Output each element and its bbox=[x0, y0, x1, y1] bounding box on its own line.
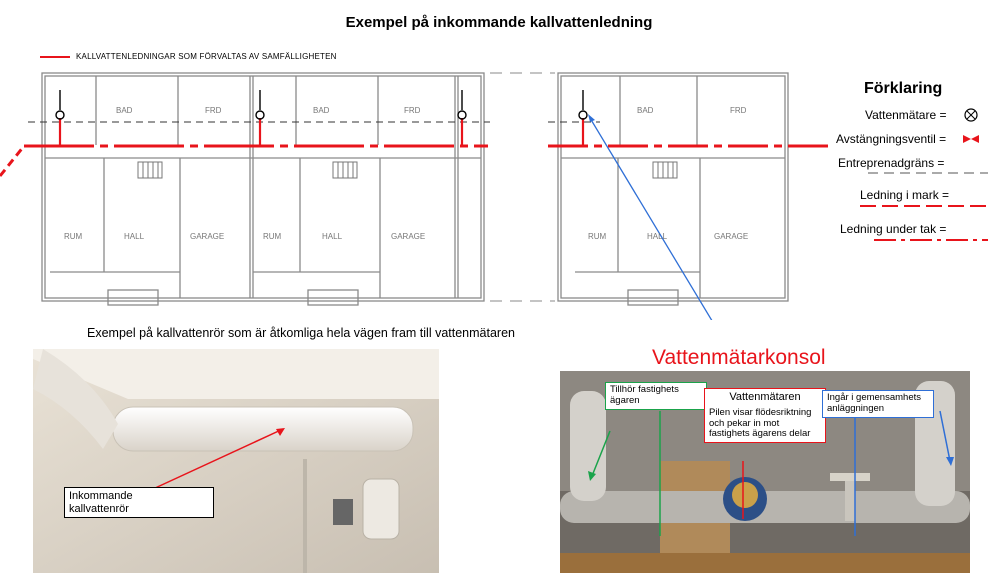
legend-symbols bbox=[860, 100, 990, 260]
stairs bbox=[138, 162, 677, 178]
photo-subtitle: Exempel på kallvattenrör som är åtkomliga hela vägen fram till vattenmätaren bbox=[87, 326, 515, 340]
label-common-part: Ingår i gemensamhets anläggningen bbox=[822, 390, 934, 418]
pipe-photo bbox=[33, 349, 439, 573]
room-label-garage: GARAGE bbox=[391, 232, 426, 241]
meter-box-text: Pilen visar flödesriktning och pekar in mot fastighets ägarens delar bbox=[709, 406, 812, 440]
room-label-bad: BAD bbox=[637, 106, 654, 115]
legend-ground-label: Ledning i mark = bbox=[860, 188, 950, 202]
room-label-bad: BAD bbox=[116, 106, 133, 115]
legend-heading: Förklaring bbox=[864, 80, 943, 97]
legend-boundary-label: Entreprenadgräns = bbox=[838, 156, 945, 170]
label-owner-part: Tillhör fastighets ägaren bbox=[605, 382, 707, 410]
plan-legend-label: KALLVATTENLEDNINGAR SOM FÖRVALTAS AV SAMFÄLLIGHETEN bbox=[76, 52, 337, 61]
room-label-hall: HALL bbox=[647, 232, 668, 241]
label-meter-box bbox=[704, 388, 826, 443]
legend-valve-label: Avstängningsventil = bbox=[836, 132, 947, 146]
room-label-rum: RUM bbox=[263, 232, 282, 241]
meter-icon bbox=[965, 109, 977, 121]
room-label-frd: FRD bbox=[730, 106, 747, 115]
room-label-frd: FRD bbox=[205, 106, 222, 115]
room-label-rum: RUM bbox=[588, 232, 607, 241]
room-label-garage: GARAGE bbox=[714, 232, 749, 241]
room-label-bad: BAD bbox=[313, 106, 330, 115]
room-label-rum: RUM bbox=[64, 232, 83, 241]
room-label-hall: HALL bbox=[124, 232, 145, 241]
meter-box-title: Vattenmätaren bbox=[729, 391, 801, 403]
page-title: Exempel på inkommande kallvattenledning bbox=[345, 14, 653, 31]
konsol-title: Vattenmätarkonsol bbox=[652, 346, 826, 369]
legend-ceiling-label: Ledning under tak = bbox=[840, 222, 947, 236]
room-label-frd: FRD bbox=[404, 106, 421, 115]
callout-incoming-pipe: Inkommande kallvattenrör bbox=[64, 487, 214, 518]
valve-icon bbox=[963, 135, 979, 143]
room-label-garage: GARAGE bbox=[190, 232, 225, 241]
legend-meter-label: Vattenmätare = bbox=[865, 108, 947, 122]
room-label-hall: HALL bbox=[322, 232, 343, 241]
